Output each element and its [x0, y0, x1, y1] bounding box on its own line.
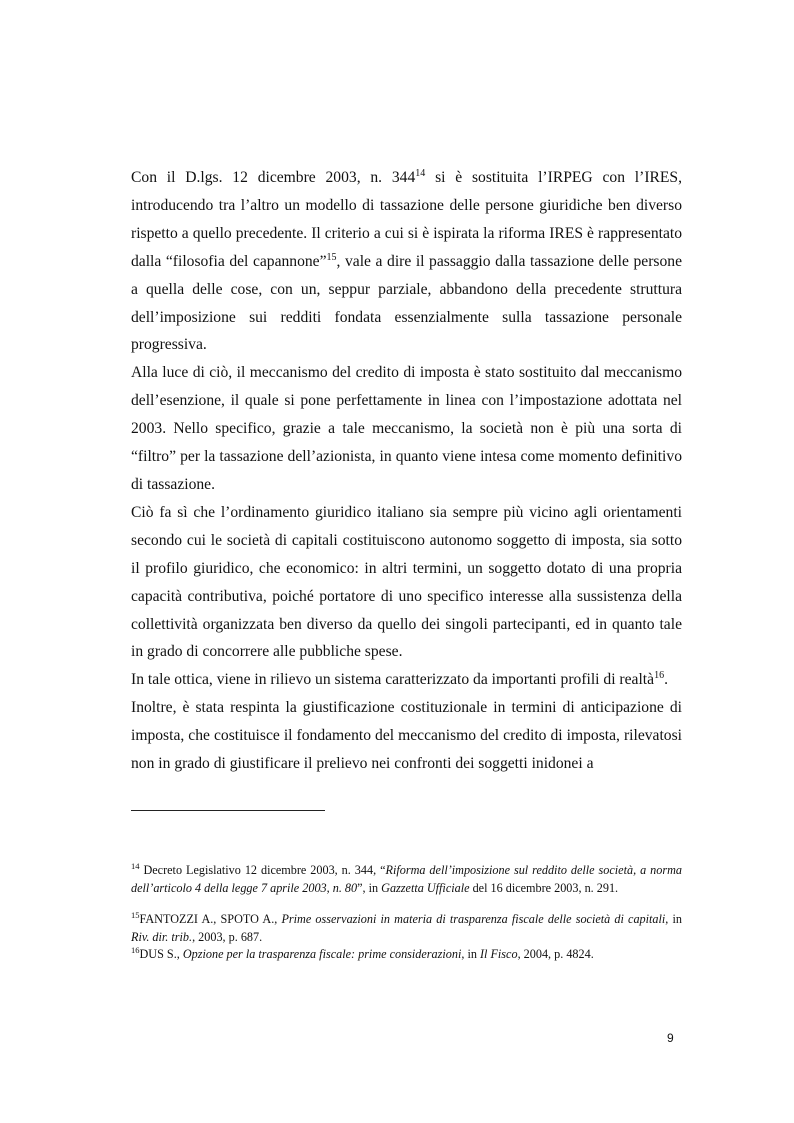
- footnote-14-title: Riforma dell’imposizione sul reddito delle società, a norma dell’articolo 4 della legge 7 aprile 2003, n. 80: [131, 863, 682, 895]
- footnote-14: [131, 862, 682, 897]
- footnote-separator: [131, 810, 325, 811]
- paragraph-1-text-c: , vale a dire il passaggio dalla tassazione delle persone a quella delle cose, con un, seppur parziale, abbandono della precedente struttura dell’imposizione sui redditi fondata essenzialmente sulla tassazione personale progressiva.: [131, 252, 682, 354]
- footnote-15-text-b: , in: [665, 912, 682, 927]
- paragraph-4-text-a: In tale ottica, viene in rilievo un sistema caratterizzato da importanti profili di realtà: [131, 671, 655, 689]
- footnote-ref-15[interactable]: 15: [326, 251, 337, 263]
- footnote-14-text-c: del 16 dicembre 2003, n. 291.: [469, 880, 619, 895]
- paragraph-5: Inoltre, è stata respinta la giustificazione costituzionale in termini di anticipazione di imposta, che costituisce il fondamento del meccanismo del credito di imposta, rilevatosi non in grado di giustificare il prelievo nei confronti dei soggetti inidonei a: [131, 699, 682, 773]
- footnote-15-text-a: FANTOZZI A., SPOTO A.,: [139, 912, 282, 927]
- footnote-16-text-b: , in: [461, 947, 480, 962]
- page-number: 9: [667, 1031, 674, 1045]
- footnote-15-journal: Riv. dir. trib.: [131, 929, 193, 944]
- paragraph-4: [131, 666, 682, 694]
- footnote-16-title: Opzione per la trasparenza fiscale: prime considerazioni: [182, 947, 462, 962]
- footnote-16: [131, 946, 682, 964]
- footnote-16-journal: Il Fisco: [479, 947, 518, 962]
- paragraph-1: [131, 164, 682, 359]
- paragraph-1-text-a: Con il D.lgs. 12 dicembre 2003, n. 344: [131, 169, 416, 186]
- main-text: [131, 164, 682, 778]
- footnote-ref-14[interactable]: 14: [415, 168, 426, 179]
- paragraph-4-text-b: .: [664, 671, 668, 689]
- footnote-15: [131, 911, 682, 946]
- footnote-16-text-a: DUS S.,: [139, 947, 183, 962]
- paragraph-2: Alla luce di ciò, il meccanismo del credito di imposta è stato sostituito dal meccanismo dell’esenzione, il quale si pone perfettamente in linea con l’impostazione adottata nel 2003. Nello specifico, grazie a tale meccanismo, la società non è più una sorta di “filtro” per la tassazione dell’azionista, in quanto viene intesa come momento definitivo di tassazione.: [131, 364, 682, 493]
- footnote-14-text-a: Decreto Legislativo 12 dicembre 2003, n. 344, “: [139, 863, 386, 877]
- footnote-ref-16[interactable]: 16: [654, 670, 665, 682]
- footnote-16-text-c: , 2004, p. 4824.: [517, 947, 594, 962]
- paragraph-3: Ciò fa sì che l’ordinamento giuridico italiano sia sempre più vicino agli orientamenti secondo cui le società di capitali costituiscono autonomo soggetto di imposta, sia sotto il profilo giuridico, che economico: in altri termini, un soggetto dotato di una propria capacità contributiva, poiché portatore di uno specifico interesse alla sussistenza della collettività organizzata ben diverso da quello dei singoli partecipanti, ed in quanto tale in grado di concorrere alle pubbliche spese.: [131, 503, 682, 661]
- footnote-14-journal: Gazzetta Ufficiale: [381, 880, 470, 895]
- paragraph-1-text-b: si è sostituita l’IRPEG con l’IRES, introducendo tra l’altro un modello di tassazione delle persone giuridiche ben diverso rispetto a quello precedente. Il criterio a cui si è ispirata la riforma IRES è rappresentato dalla “filosofia del capannone”: [131, 169, 683, 270]
- footnote-15-title: Prime osservazioni in materia di trasparenza fiscale delle società di capitali: [281, 912, 666, 927]
- footnote-16-number: 16: [131, 945, 140, 956]
- footnotes: [131, 862, 682, 964]
- footnote-15-number: 15: [131, 910, 140, 921]
- footnote-15-text-c: , 2003, p. 687.: [192, 929, 263, 944]
- footnote-14-text-b: ”, in: [357, 880, 382, 895]
- footnote-14-number: 14: [131, 861, 140, 871]
